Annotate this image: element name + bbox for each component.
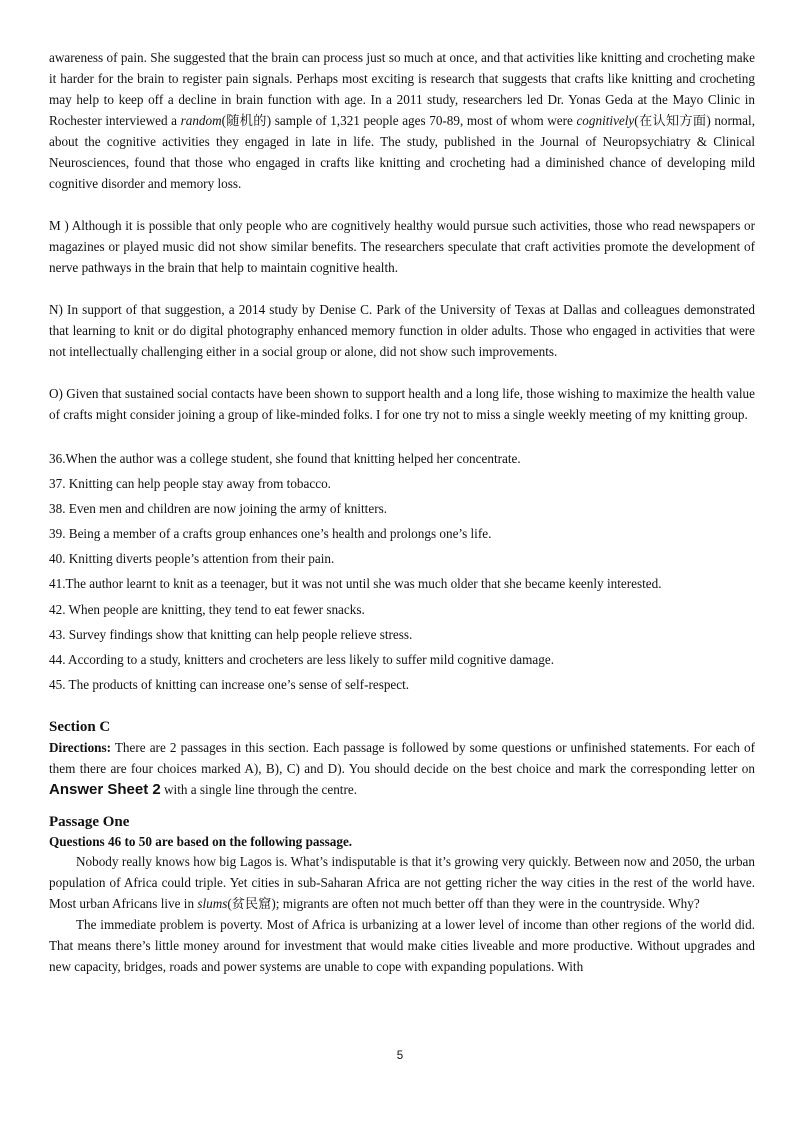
text-run: awareness of pain. She suggested that the brain can process just so much at once, and that activities like knitting and crocheting make it harder for the brain to register pain signals. Perhaps most exciting is research that suggests that crafts like knitting and crocheting may help to keep off a decline in brain function with age. In a 2011 study, researchers led Dr. Yonas Geda at the Mayo Clinic in Rochester interviewed a <box>49 50 755 128</box>
paragraph-l-continued <box>49 47 755 194</box>
directions-label: Directions: <box>49 739 112 755</box>
passage-questions-heading: Questions 46 to 50 are based on the following passage. <box>49 833 353 849</box>
paragraph-o: O) Given that sustained social contacts have been shown to support health and a long life, those wishing to maximize the health value of crafts might consider joining a group of like-minded folks. I for one try not to miss a single weekly meeting of my knitting group. <box>49 386 755 422</box>
text-run: sample of 1,321 people ages 70-89, most of whom were <box>271 113 577 128</box>
passage-paragraph <box>49 851 755 914</box>
answer-sheet-label: Answer Sheet 2 <box>49 780 161 798</box>
question-item: 38. Even men and children are now joining the army of knitters. <box>49 501 388 517</box>
question-item: 41.The author learnt to knit as a teenager, but it was not until she was much older that she became keenly interested. <box>49 576 662 592</box>
section-c-directions <box>49 737 755 800</box>
question-item: 42. When people are knitting, they tend to eat fewer snacks. <box>49 601 365 617</box>
passage-paragraph: The immediate problem is poverty. Most of Africa is urbanizing at a lower level of income than other regions of the world did. That means there’s little money around for investment that would make cities liveable and more productive. Without upgrades and new capacity, bridges, roads and power systems are unable to cope with expanding populations. With <box>49 916 755 974</box>
text-run: normal, about the cognitive activities they engaged in late in life. The study, published in the Journal of Neuropsychiatry & Clinical Neurosciences, found that those who engaged in crafts like knitting and crocheting had a diminished chance of developing mild cognitive disorder and memory loss. <box>49 113 755 191</box>
text-run: with a single line through the centre. <box>160 781 358 797</box>
page-content <box>49 47 755 977</box>
chinese-gloss: (贫民窟) <box>227 895 276 911</box>
chinese-gloss: (随机的) <box>221 113 272 128</box>
question-item: 45. The products of knitting can increase one’s sense of self-respect. <box>49 676 410 692</box>
section-c-heading: Section C <box>49 718 111 735</box>
question-item: 43. Survey findings show that knitting can help people relieve stress. <box>49 626 413 642</box>
paragraph-m: M ) Although it is possible that only people who are cognitively healthy would pursue such activities, those who read newspapers or magazines or played music did not show similar benefits. The researchers speculate that craft activities promote the development of nerve pathways in the brain that help to maintain cognitive health. <box>49 218 755 275</box>
italic-term: slums <box>197 895 228 911</box>
question-item: 39. Being a member of a crafts group enhances one’s health and prolongs one’s life. <box>49 526 492 542</box>
paragraph-n: N) In support of that suggestion, a 2014 study by Denise C. Park of the University of Texas at Dallas and colleagues demonstrated that learning to knit or do digital photography enhanced memory function in older adults. Those who engaged in activities that were not intellectually challenging either in a social group or alone, did not show such improvements. <box>49 302 755 359</box>
text-run: Nobody really knows how big Lagos is. What’s indisputable is that it’s growing very quickly. Between now and 2050, the urban population of Africa could triple. Yet cities in sub-Saharan Africa are not getting richer the way cities in the rest of the world have. Most urban Africans live in <box>49 853 755 911</box>
question-item: 36.When the author was a college student, she found that knitting helped her concentrate. <box>49 451 521 466</box>
text-run: ; migrants are often not much better off than they were in the countryside. Why? <box>275 895 700 911</box>
text-run: There are 2 passages in this section. Each passage is followed by some questions or unfinished statements. For each of them there are four choices marked A), B), C) and D). You should decide on the best choice and mark the corresponding letter on <box>49 739 755 776</box>
passage-one-heading: Passage One <box>49 813 130 830</box>
chinese-gloss: (在认知方面) <box>634 113 711 128</box>
question-item: 40. Knitting diverts people’s attention from their pain. <box>49 551 335 567</box>
italic-term: cognitively <box>576 113 635 128</box>
italic-term: random <box>180 113 222 128</box>
question-item: 37. Knitting can help people stay away from tobacco. <box>49 476 331 492</box>
page-number: 5 <box>396 1050 404 1062</box>
question-item: 44. According to a study, knitters and crocheters are less likely to suffer mild cognitive damage. <box>49 651 555 667</box>
question-list <box>49 446 755 697</box>
